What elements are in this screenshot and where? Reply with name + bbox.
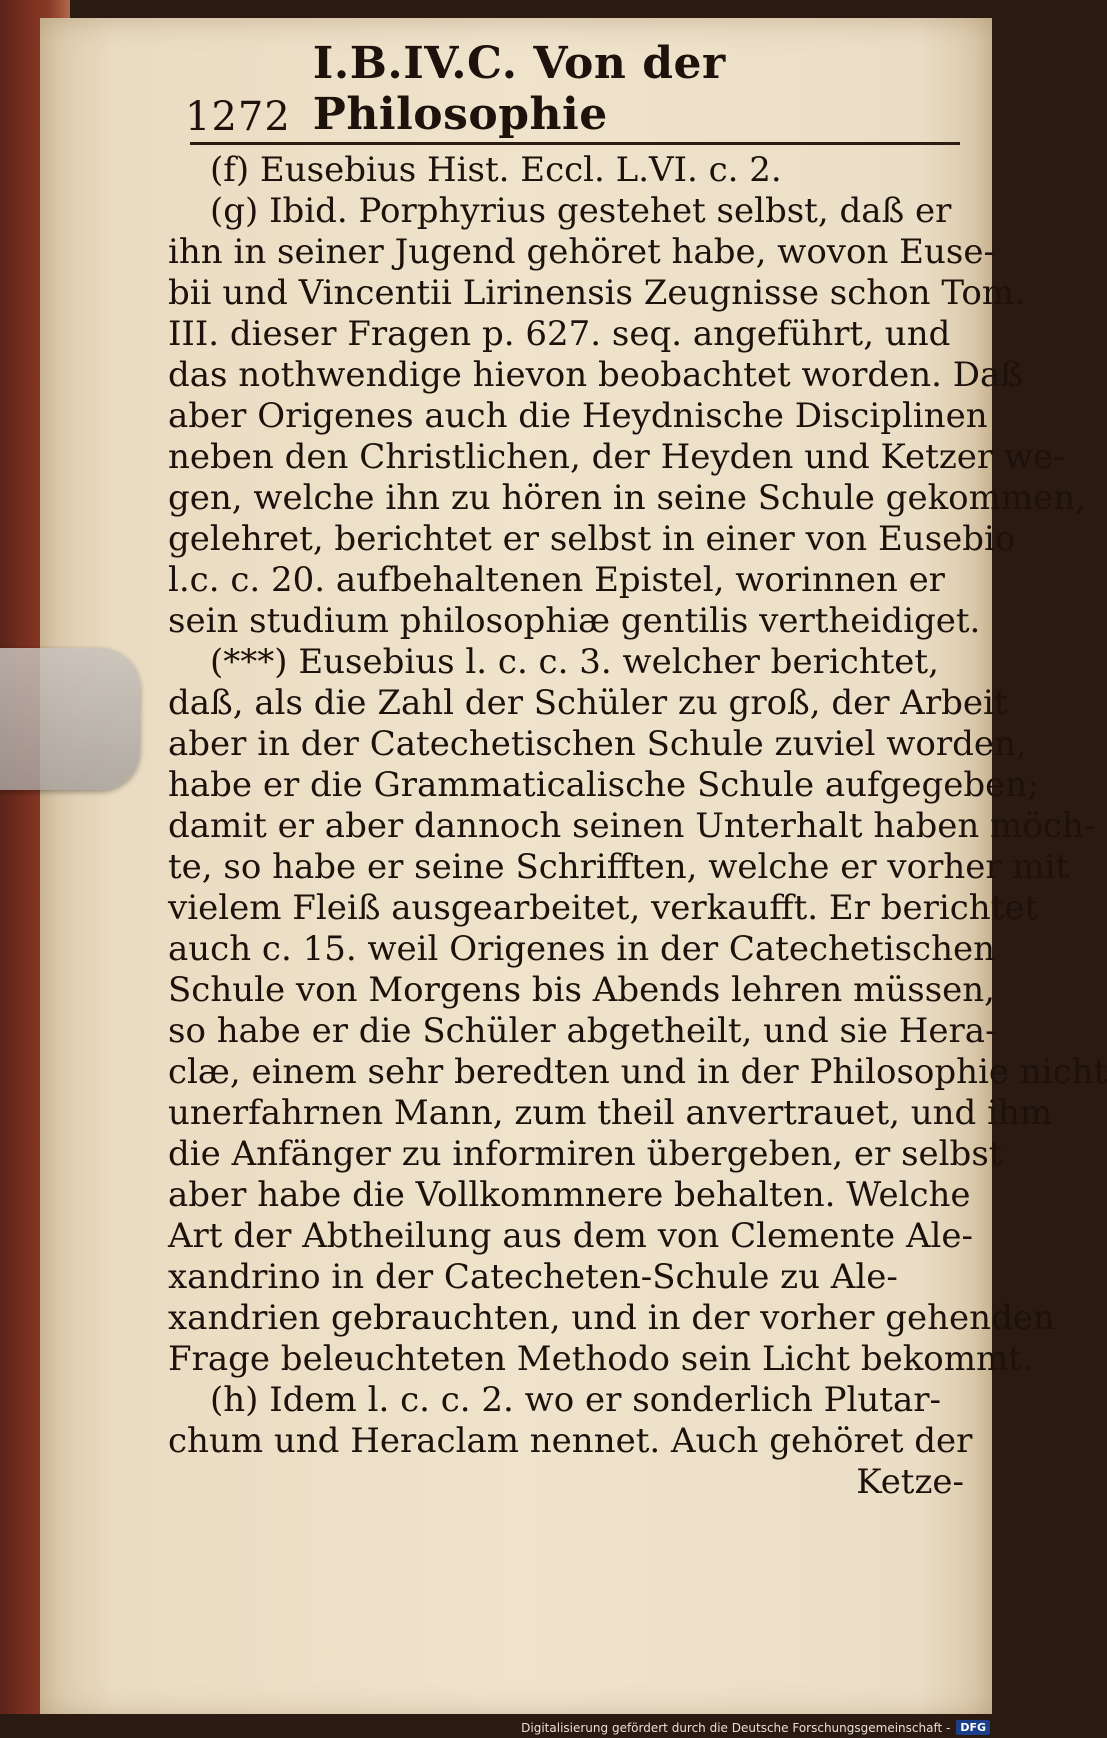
text-line: gelehret, berichtet er selbst in einer von Eusebio — [168, 519, 1016, 559]
text-line: bii und Vincentii Lirinensis Zeugnisse schon Tom. — [168, 273, 1025, 313]
bookmark-clip — [0, 648, 140, 790]
text-line: die Anfänger zu informiren übergeben, er selbst — [168, 1134, 1003, 1174]
catchword: Ketze- — [856, 1462, 964, 1502]
text-line: aber in der Catechetischen Schule zuviel worden, — [168, 724, 1027, 764]
text-line: Art der Abtheilung aus dem von Clemente Ale- — [168, 1216, 973, 1256]
running-head: I.B.IV.C. Von der Philosophie — [312, 38, 726, 140]
text-line: te, so habe er seine Schrifften, welche er vorher mit — [168, 847, 1070, 887]
text-line: (h) Idem l. c. c. 2. wo er sonderlich Plutar- — [210, 1380, 941, 1420]
text-line: Schule von Morgens bis Abends lehren müssen, — [168, 970, 995, 1010]
page-number: 1272 — [185, 94, 291, 140]
text-line: (***) Eusebius l. c. c. 3. welcher berichtet, — [210, 642, 939, 682]
text-line: unerfahrnen Mann, zum theil anvertrauet, und ihm — [168, 1093, 1053, 1133]
body-text — [168, 150, 1107, 1503]
text-line: ihn in seiner Jugend gehöret habe, wovon Euse- — [168, 232, 995, 272]
text-line: habe er die Grammaticalische Schule aufgegeben; — [168, 765, 1039, 805]
text-line: (f) Eusebius Hist. Eccl. L.VI. c. 2. — [210, 150, 782, 190]
text-line: auch c. 15. weil Origenes in der Catechetischen — [168, 929, 995, 969]
text-line: daß, als die Zahl der Schüler zu groß, der Arbeit — [168, 683, 1008, 723]
footer-bar — [0, 1714, 1000, 1738]
text-line: neben den Christlichen, der Heyden und Ketzer we- — [168, 437, 1065, 477]
text-line: chum und Heraclam nennet. Auch gehöret der — [168, 1421, 973, 1461]
text-line: so habe er die Schüler abgetheilt, und sie Hera- — [168, 1011, 997, 1051]
text-line: clæ, einem sehr beredten und in der Philosophie nicht — [168, 1052, 1107, 1092]
text-line: III. dieser Fragen p. 627. seq. angeführt, und — [168, 314, 951, 354]
page-header — [185, 38, 965, 140]
text-line: aber Origenes auch die Heydnische Disciplinen — [168, 396, 988, 436]
text-line: das nothwendige hievon beobachtet worden. Daß — [168, 355, 1023, 395]
dfg-logo: DFG — [956, 1720, 990, 1735]
text-line: xandrino in der Catecheten-Schule zu Ale- — [168, 1257, 898, 1297]
text-line: l.c. c. 20. aufbehaltenen Epistel, worinnen er — [168, 560, 945, 600]
text-line: gen, welche ihn zu hören in seine Schule gekommen, — [168, 478, 1086, 518]
text-line: Frage beleuchteten Methodo sein Licht bekommt. — [168, 1339, 1033, 1379]
footer-credit: Digitalisierung gefördert durch die Deutsche Forschungsgemeinschaft - — [521, 1720, 951, 1735]
text-line: sein studium philosophiæ gentilis vertheidiget. — [168, 601, 981, 641]
text-line: aber habe die Vollkommnere behalten. Welche — [168, 1175, 971, 1215]
text-line: damit er aber dannoch seinen Unterhalt haben möch- — [168, 806, 1096, 846]
header-rule — [190, 142, 960, 145]
text-line: (g) Ibid. Porphyrius gestehet selbst, daß er — [210, 191, 952, 231]
text-line: xandrien gebrauchten, und in der vorher gehenden — [168, 1298, 1055, 1338]
text-line: vielem Fleiß ausgearbeitet, verkaufft. Er berichtet — [168, 888, 1039, 928]
